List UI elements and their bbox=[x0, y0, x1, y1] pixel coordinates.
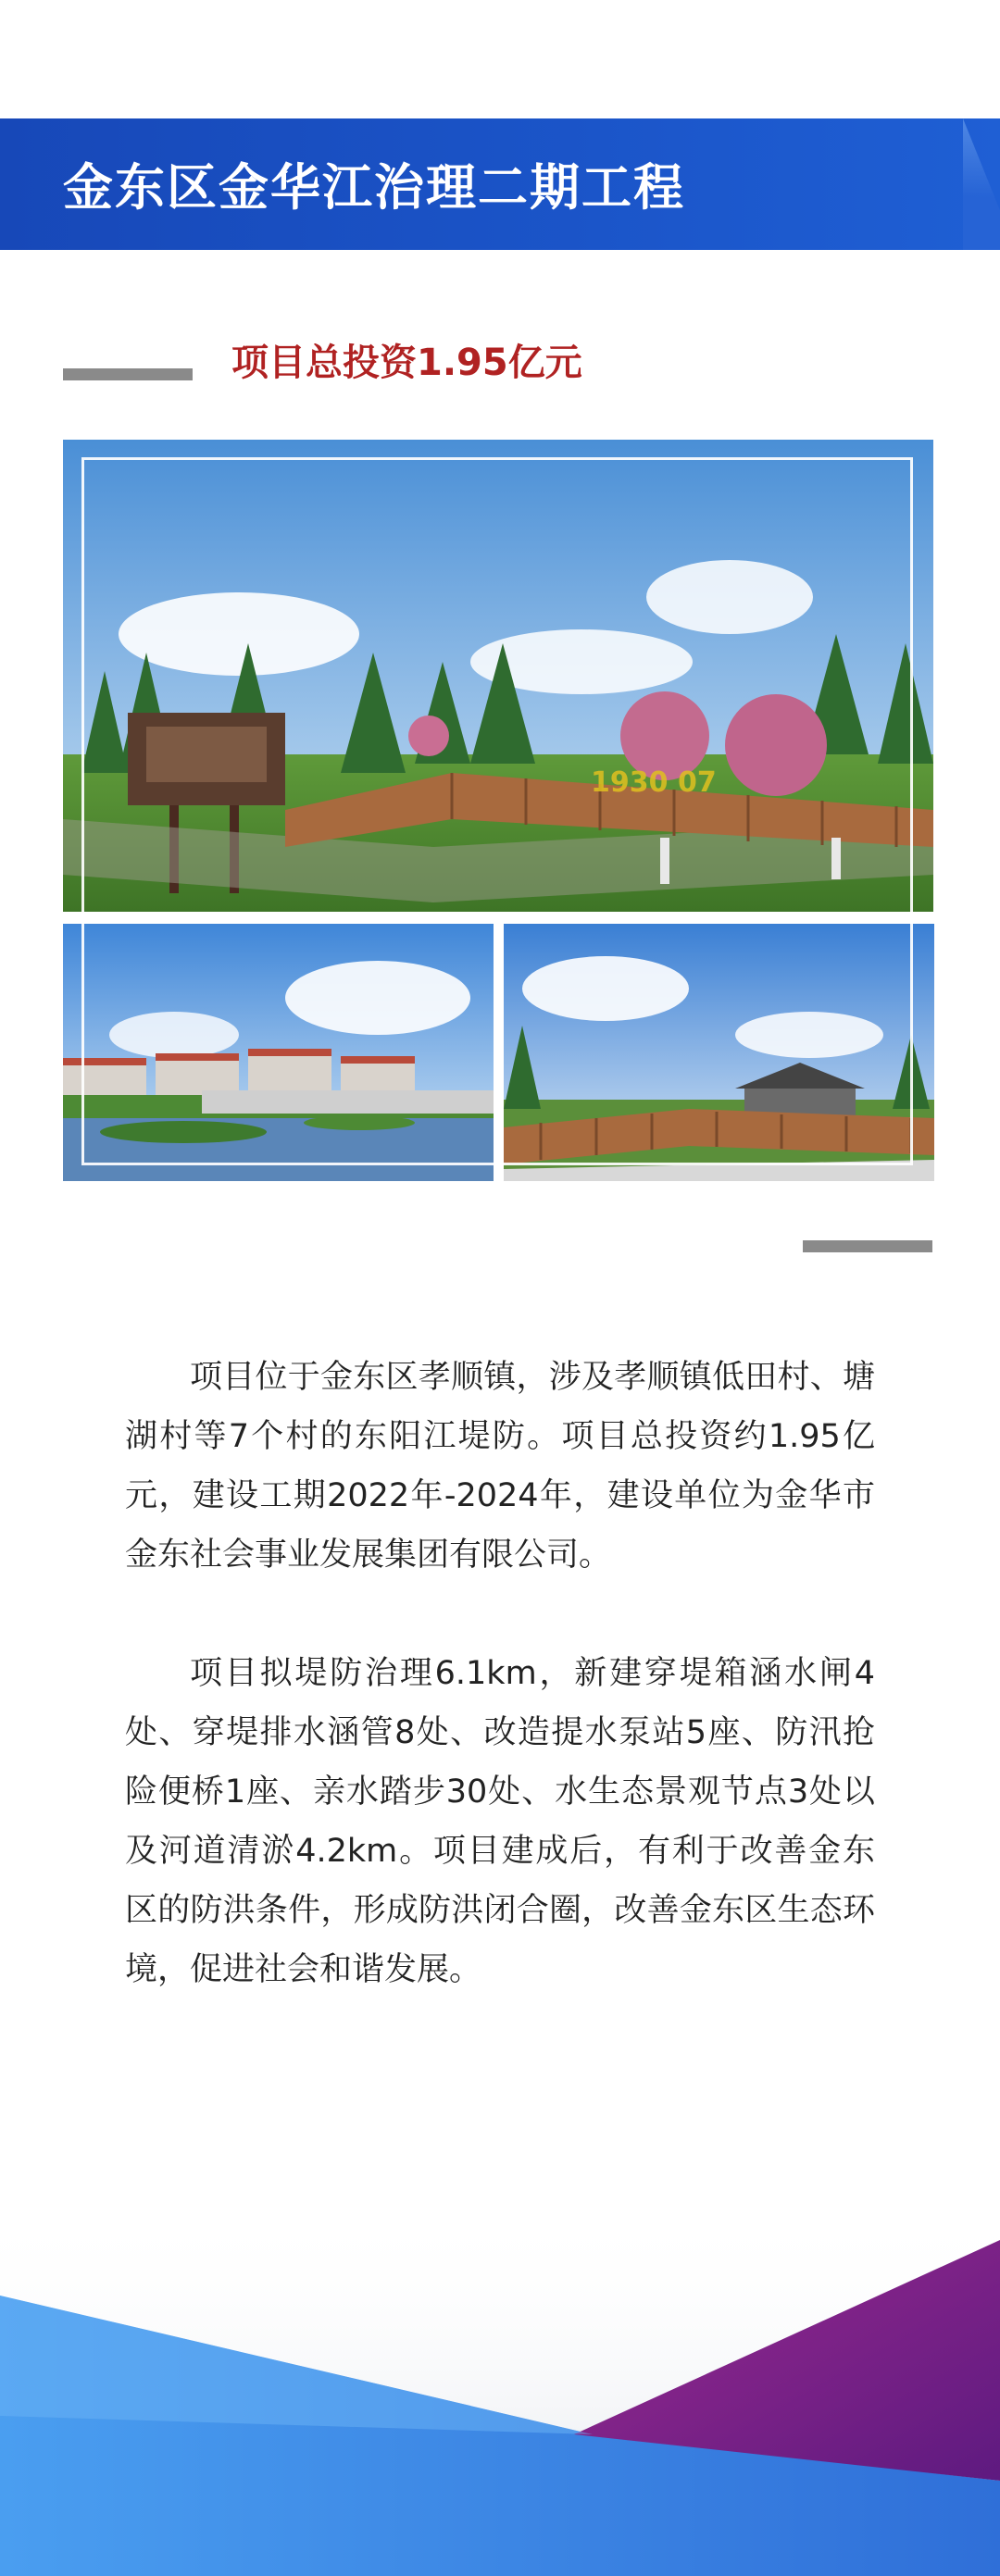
main-rendering-image bbox=[63, 440, 933, 912]
project-description-paragraph-1: 项目位于金东区孝顺镇，涉及孝顺镇低田村、塘湖村等7个村的东阳江堤防。项目总投资约1.95亿元，建设工期2022年-2024年，建设单位为金华市金东社会事业发展集团有限公司。 bbox=[125, 1359, 875, 1574]
subtitle-divider-left bbox=[63, 368, 193, 380]
page-title: 金东区金华江治理二期工程 bbox=[63, 158, 685, 217]
riverside-deck-rendering-image bbox=[504, 924, 934, 1181]
investment-subtitle: 项目总投资1.95亿元 bbox=[231, 342, 582, 384]
wetland-rendering-image bbox=[63, 924, 494, 1181]
rendering-watermark: 1930 07 bbox=[591, 766, 717, 799]
divider-right bbox=[803, 1240, 932, 1252]
header-corner-accent bbox=[963, 118, 1000, 250]
project-description-paragraph-2: 项目拟堤防治理6.1km，新建穿堤箱涵水闸4处、穿堤排水涵管8处、改造提水泵站5座、防汛抢险便桥1座、亲水踏步30处、水生态景观节点3处以及河道清淤4.2km。项目建成后，有利于改善金东区的防洪条件，形成防洪闭合圈，改善金东区生态环境，促进社会和谐发展。 bbox=[125, 1655, 875, 1988]
bottom-wave-decoration bbox=[0, 2203, 1000, 2576]
